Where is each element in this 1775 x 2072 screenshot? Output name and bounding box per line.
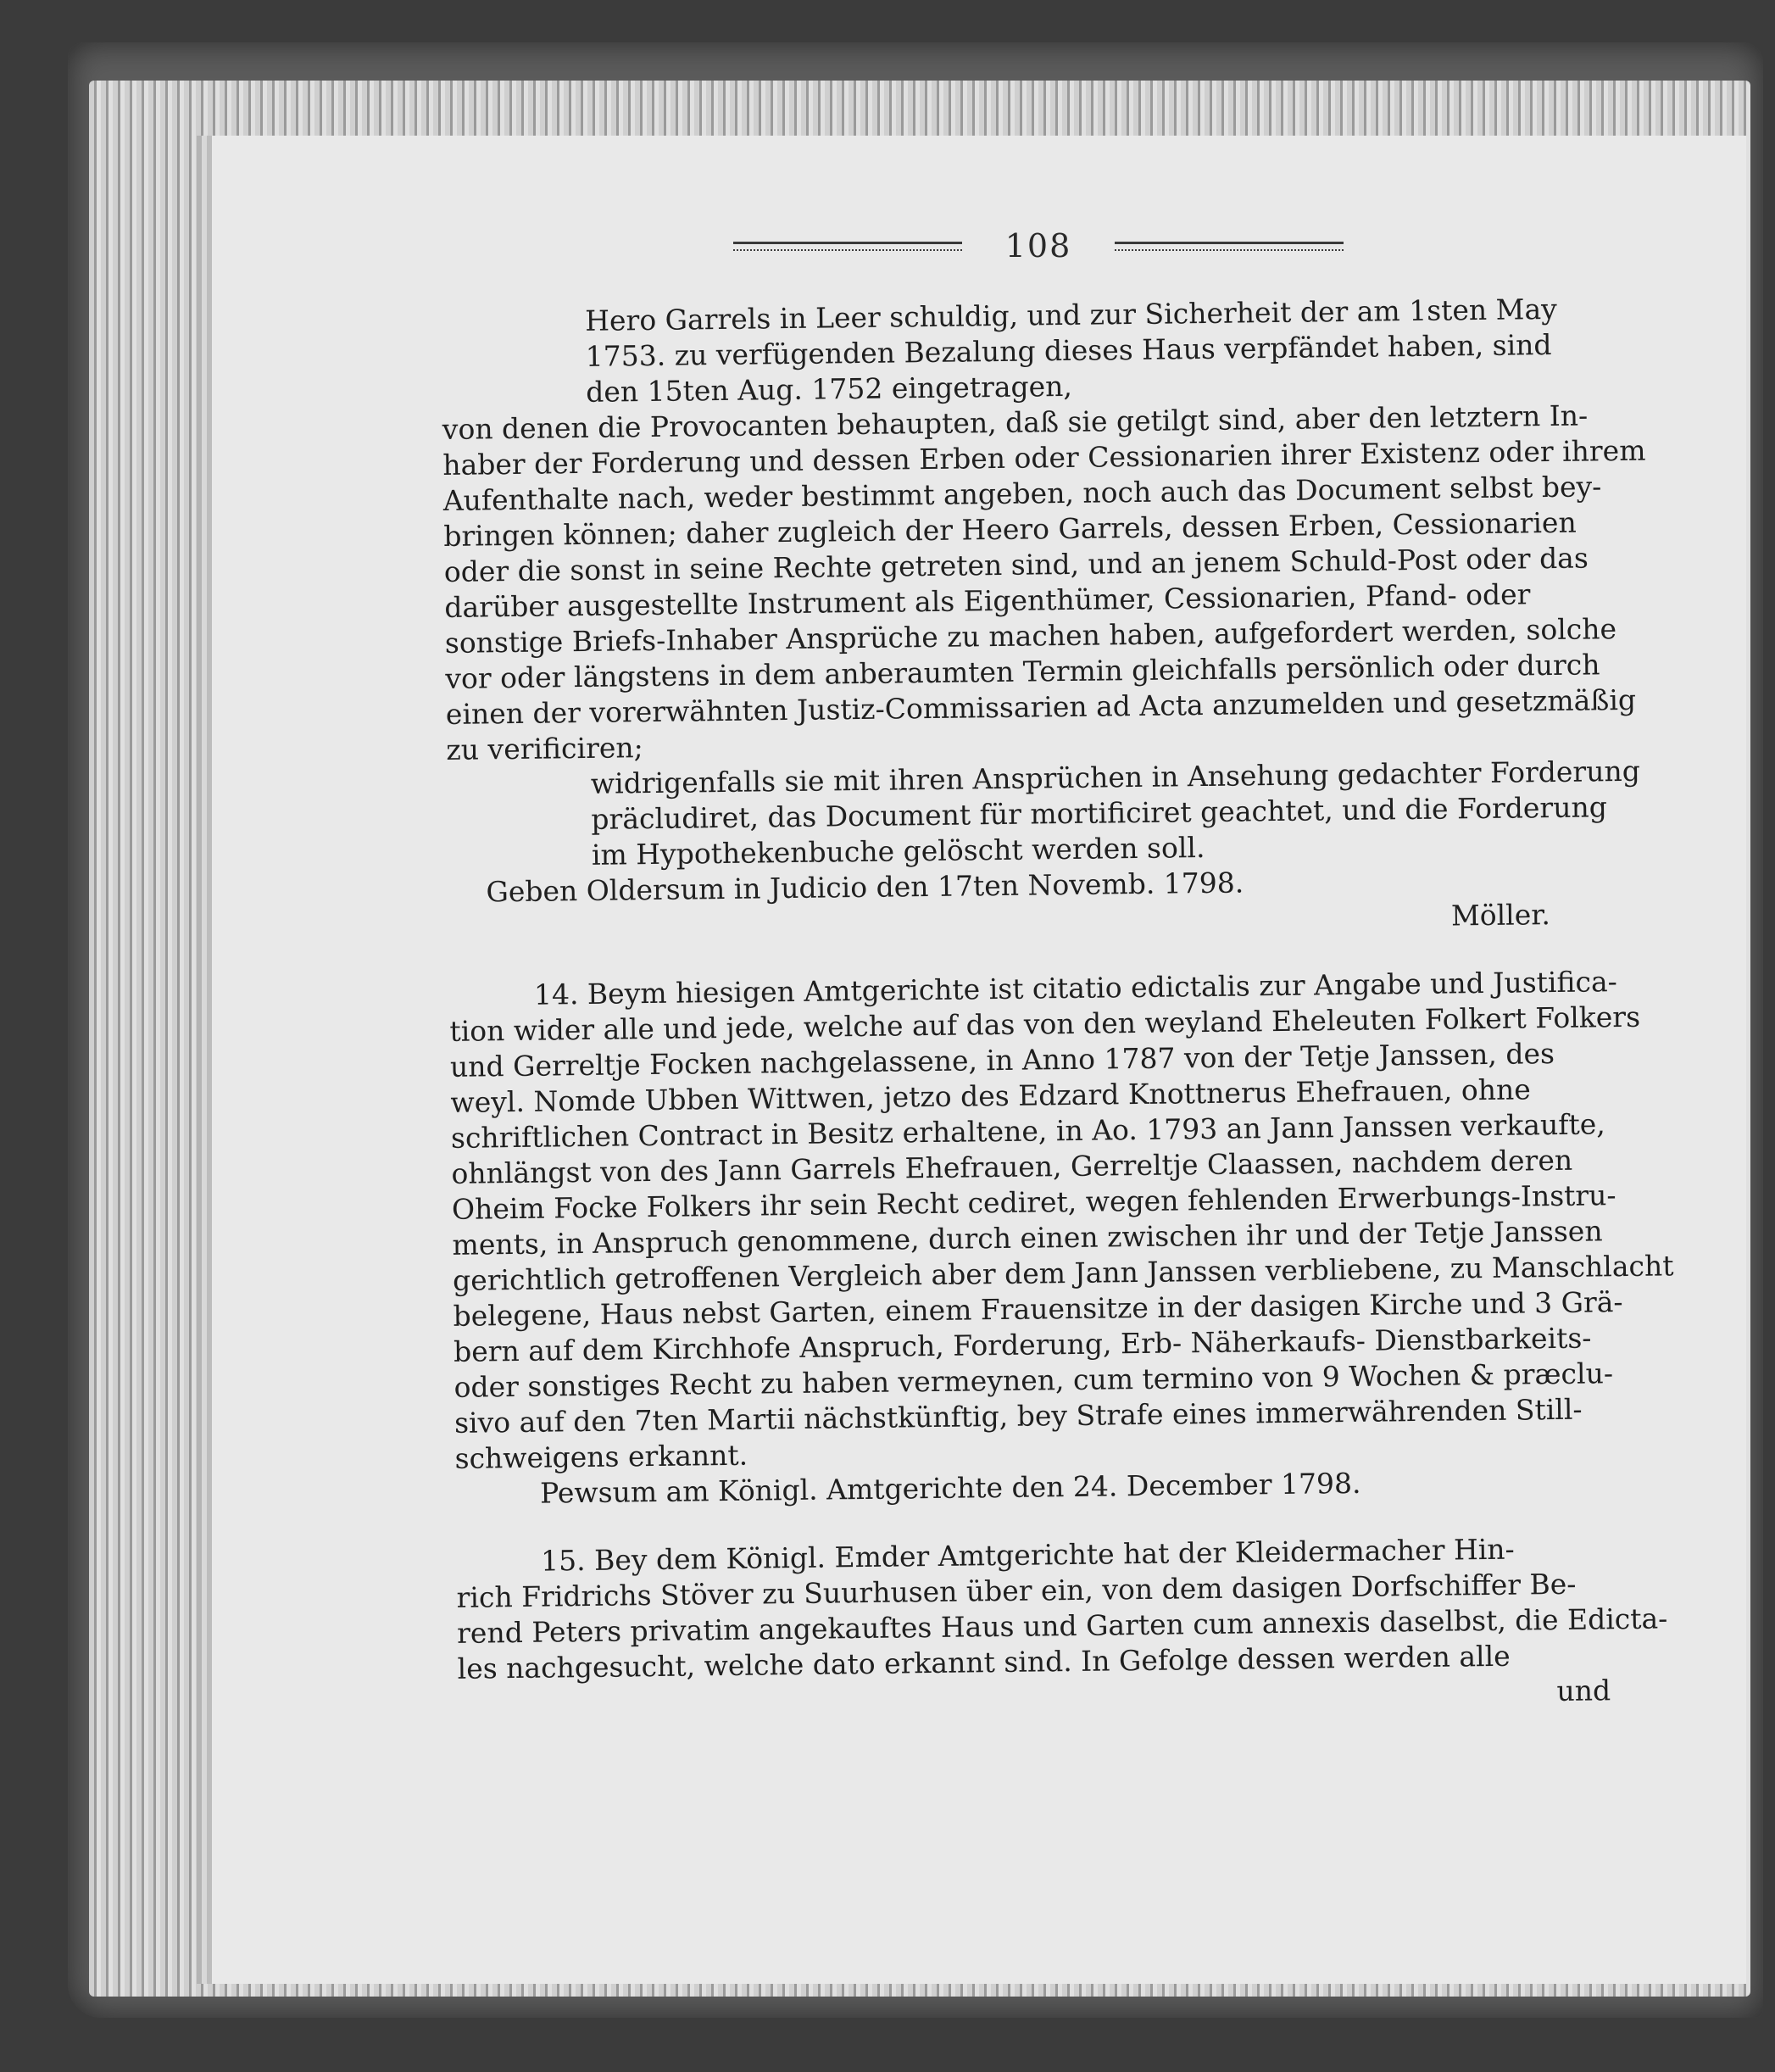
- page-header: [733, 229, 1344, 263]
- text-line: im Hypothekenbuche gelöscht werden soll.: [591, 831, 1205, 872]
- text-line: gerichtlich getroffenen Vergleich aber dem Jann Janssen verbliebene, zu Manschlacht: [452, 1249, 1674, 1297]
- text-line: schweigens erkannt.: [454, 1438, 748, 1475]
- text-line: Pewsum am Königl. Amtgerichte den 24. December 1798.: [539, 1466, 1361, 1510]
- text-line: und: [1556, 1674, 1611, 1708]
- text-line: weyl. Nomde Ubben Wittwen, jetzo des Edzard Knottnerus Ehefrauen, ohne: [450, 1072, 1532, 1119]
- text-line: rich Fridrichs Stöver zu Suurhusen über ein, von dem dasigen Dorfschiffer Be-: [456, 1567, 1577, 1614]
- text-line: 14. Beym hiesigen Amtgerichte ist citatio edictalis zur Angabe und Justifica-: [533, 965, 1618, 1011]
- text-line: präcludiret, das Document für mortificiret geachtet, und die Forderung: [591, 790, 1608, 836]
- text-line: bringen können; daher zugleich der Heero Garrels, dessen Erben, Cessionarien: [443, 505, 1577, 553]
- text-line: von denen die Provocanten behaupten, daß sie getilgt sind, aber den letztern In-: [442, 398, 1589, 446]
- text-line: Hero Garrels in Leer schuldig, und zur Sicherheit der am 1sten May: [584, 292, 1557, 337]
- text-line: zu verificiren;: [446, 731, 643, 766]
- text-line: oder die sonst in seine Rechte getreten sind, und an jenem Schuld-Post oder das: [443, 541, 1589, 588]
- text-line: Möller.: [1450, 898, 1551, 933]
- text-line: 15. Bey dem Königl. Emder Amtgerichte hat der Kleidermacher Hin-: [540, 1532, 1515, 1578]
- header-rule-left: [733, 242, 962, 251]
- header-rule-right: [1115, 242, 1344, 251]
- text-line: oder sonstiges Recht zu haben vermeynen, cum termino von 9 Wochen & præclu-: [453, 1356, 1614, 1404]
- text-line: widrigenfalls sie mit ihren Ansprüchen in Ansehung gedachter Forderung: [590, 754, 1641, 800]
- text-line: Oheim Focke Folkers ihr sein Recht cediret, wegen fehlenden Erwerbungs-Instru-: [451, 1178, 1616, 1226]
- text-line: ohnlängst von des Jann Garrels Ehefrauen, Gerreltje Claassen, nachdem deren: [451, 1143, 1573, 1190]
- page-number: 108: [1004, 227, 1072, 265]
- book-page: [212, 136, 1746, 1984]
- text-line: tion wider alle und jede, welche auf das von den weyland Eheleuten Folkert Folkers: [449, 1000, 1641, 1048]
- text-line: ments, in Anspruch genommene, durch einen zwischen ihr und der Tetje Janssen: [452, 1214, 1603, 1262]
- text-line: schriftlichen Contract in Besitz erhaltene, in Ao. 1793 an Jann Janssen verkaufte,: [450, 1107, 1605, 1155]
- text-line: bern auf dem Kirchhofe Anspruch, Forderung, Erb- Näherkaufs- Dienstbarkeits-: [453, 1321, 1592, 1368]
- text-line: und Gerreltje Focken nachgelassene, in Anno 1787 von der Tetje Janssen, des: [449, 1037, 1555, 1083]
- text-line: sivo auf den 7ten Martii nächstkünftig, bey Strafe eines immerwährenden Still-: [453, 1392, 1583, 1440]
- text-line: haber der Forderung und dessen Erben oder Cessionarien ihrer Existenz oder ihrem: [442, 433, 1646, 482]
- text-line: vor oder längstens in dem anberaumten Termin gleichfalls persönlich oder durch: [445, 648, 1600, 695]
- text-line: einen der vorerwähnten Justiz-Commissarien ad Acta anzumelden und gesetzmäßig: [445, 682, 1637, 731]
- text-line: rend Peters privatim angekauftes Haus und Garten cum annexis daselbst, die Edicta-: [456, 1601, 1668, 1650]
- text-line: les nachgesucht, welche dato erkannt sind. In Gefolge dessen werden alle: [457, 1639, 1511, 1685]
- text-line: belegene, Haus nebst Garten, einem Frauensitze in der dasigen Kirche und 3 Grä-: [453, 1285, 1623, 1333]
- text-line: den 15ten Aug. 1752 eingetragen,: [586, 369, 1073, 409]
- text-line: darüber ausgestellte Instrument als Eigenthümer, Cessionarien, Pfand- oder: [444, 577, 1531, 624]
- text-line: 1753. zu verfügenden Bezalung dieses Haus verpfändet haben, sind: [585, 327, 1552, 373]
- text-line: sonstige Briefs-Inhaber Ansprüche zu machen haben, aufgefordert werden, solche: [444, 612, 1617, 660]
- page-text: [441, 291, 1674, 1723]
- text-line: Aufenthalte nach, weder bestimmt angeben, noch auch das Document selbst bey-: [442, 470, 1602, 517]
- text-line: Geben Oldersum in Judicio den 17ten Novemb. 1798.: [486, 866, 1244, 909]
